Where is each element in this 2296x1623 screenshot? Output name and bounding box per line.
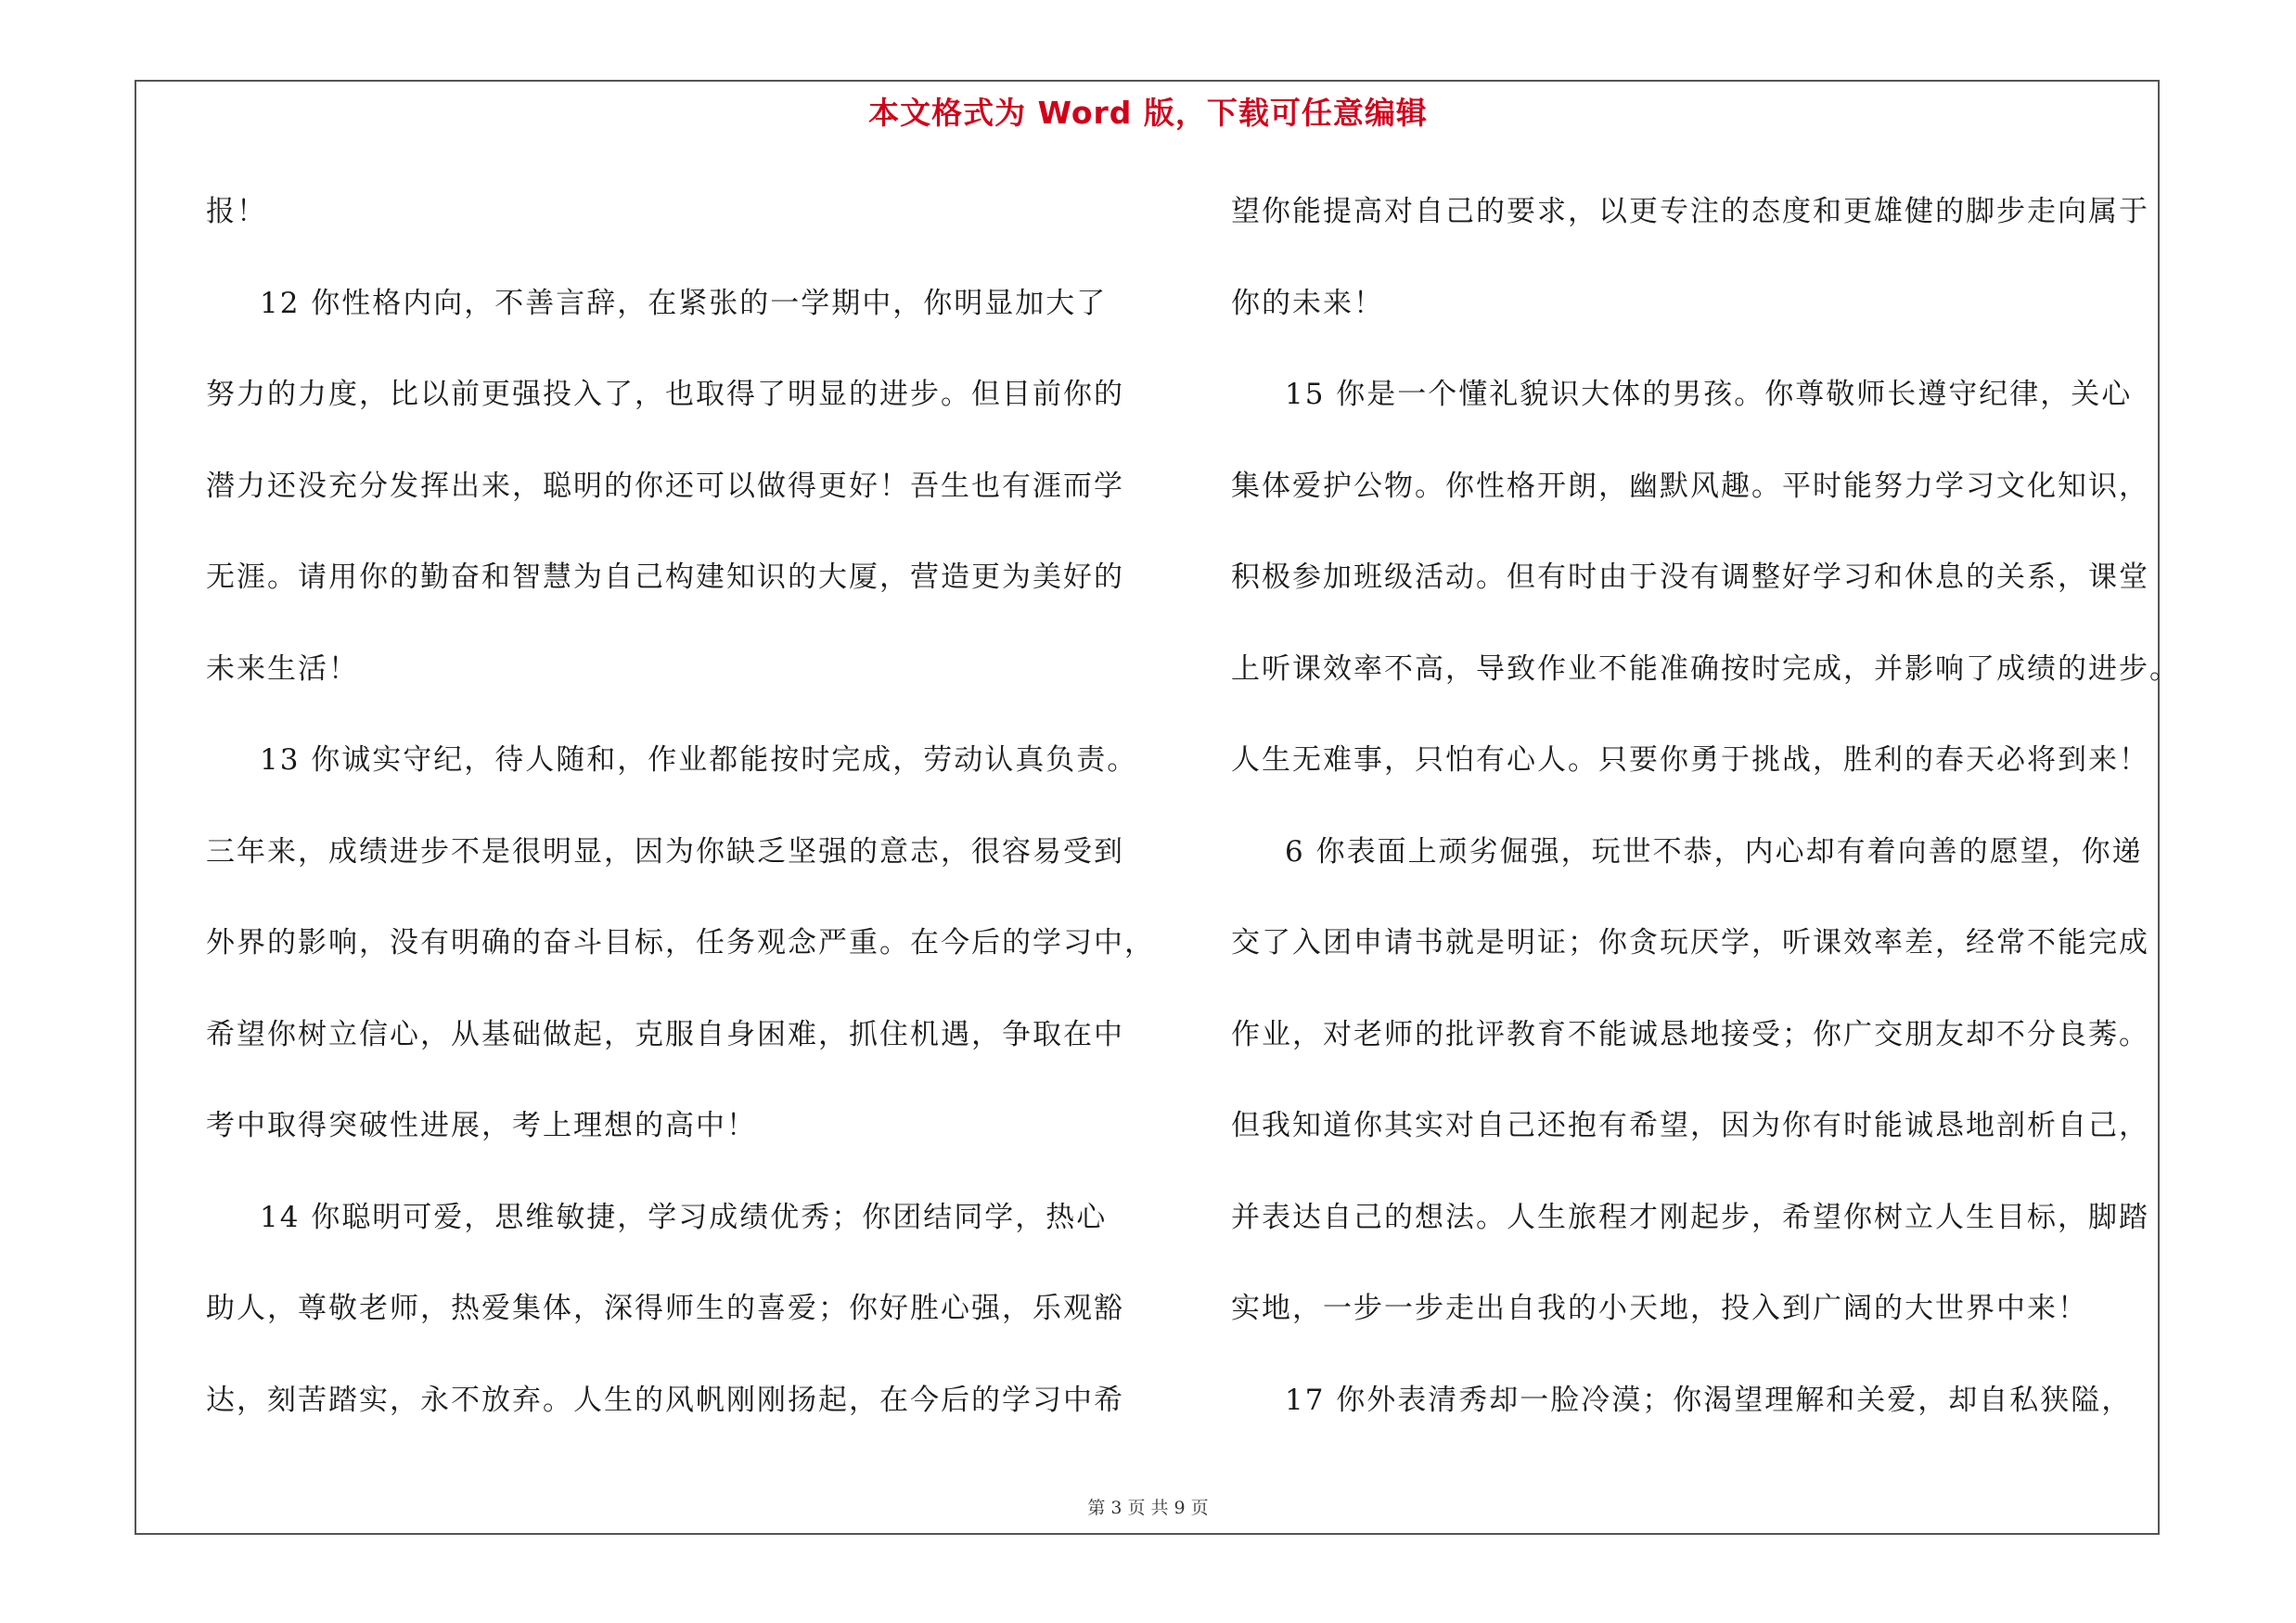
text-line: 希望你树立信心，从基础做起，克服自身困难，抓住机遇，争取在中 [206, 1018, 1124, 1051]
text-line: 达，刻苦踏实，永不放弃。人生的风帆刚刚扬起，在今后的学习中希 [206, 1384, 1124, 1417]
text-line: 上听课效率不高，导致作业不能准确按时完成，并影响了成绩的进步。 [1231, 652, 2180, 686]
page-footer: 第 3 页 共 9 页 [1087, 1498, 1209, 1518]
text-line: 交了入团申请书就是明证；你贪玩厌学，听课效率差，经常不能完成 [1231, 926, 2149, 960]
text-line: 6 你表面上顽劣倔强，玩世不恭，内心却有着向善的愿望，你递 [1285, 835, 2143, 869]
text-line: 作业，对老师的批评教育不能诚恳地接受；你广交朋友却不分良莠。 [1231, 1018, 2149, 1051]
text-line: 外界的影响，没有明确的奋斗目标，任务观念严重。在今后的学习中， [206, 926, 1155, 960]
text-line: 14 你聪明可爱，思维敏捷，学习成绩优秀；你团结同学，热心 [260, 1201, 1108, 1234]
text-line: 无涯。请用你的勤奋和智慧为自己构建知识的大厦，营造更为美好的 [206, 560, 1124, 594]
text-line: 实地，一步一步走出自我的小天地，投入到广阔的大世界中来！ [1231, 1292, 2088, 1325]
text-line: 人生无难事，只怕有心人。只要你勇于挑战，胜利的春天必将到来！ [1231, 743, 2149, 777]
text-line: 17 你外表清秀却一脸冷漠；你渴望理解和关爱，却自私狭隘， [1285, 1384, 2133, 1417]
text-line: 12 你性格内向，不善言辞，在紧张的一学期中，你明显加大了 [260, 287, 1108, 320]
document-banner: 本文格式为 Word 版，下载可任意编辑 [868, 95, 1428, 131]
text-line: 望你能提高对自己的要求，以更专注的态度和更雄健的脚步走向属于 [1231, 195, 2149, 228]
text-line: 助人，尊敬老师，热爱集体，深得师生的喜爱；你好胜心强，乐观豁 [206, 1292, 1124, 1325]
text-line: 考中取得突破性进展，考上理想的高中！ [206, 1109, 757, 1142]
text-line: 并表达自己的想法。人生旅程才刚起步，希望你树立人生目标，脚踏 [1231, 1201, 2149, 1234]
text-line: 但我知道你其实对自己还抱有希望，因为你有时能诚恳地剖析自己， [1231, 1109, 2149, 1142]
text-line: 三年来，成绩进步不是很明显，因为你缺乏坚强的意志，很容易受到 [206, 835, 1124, 869]
text-line: 未来生活！ [206, 652, 359, 686]
text-line: 你的未来！ [1231, 287, 1384, 320]
text-line: 13 你诚实守纪，待人随和，作业都能按时完成，劳动认真负责。 [260, 743, 1138, 777]
text-line: 集体爱护公物。你性格开朗，幽默风趣。平时能努力学习文化知识， [1231, 470, 2149, 503]
text-line: 15 你是一个懂礼貌识大体的男孩。你尊敬师长遵守纪律，关心 [1285, 378, 2133, 411]
text-line: 报！ [206, 195, 267, 228]
text-line: 潜力还没充分发挥出来，聪明的你还可以做得更好！吾生也有涯而学 [206, 470, 1124, 503]
text-line: 积极参加班级活动。但有时由于没有调整好学习和休息的关系，课堂 [1231, 560, 2149, 594]
text-line: 努力的力度，比以前更强投入了，也取得了明显的进步。但目前你的 [206, 378, 1124, 411]
